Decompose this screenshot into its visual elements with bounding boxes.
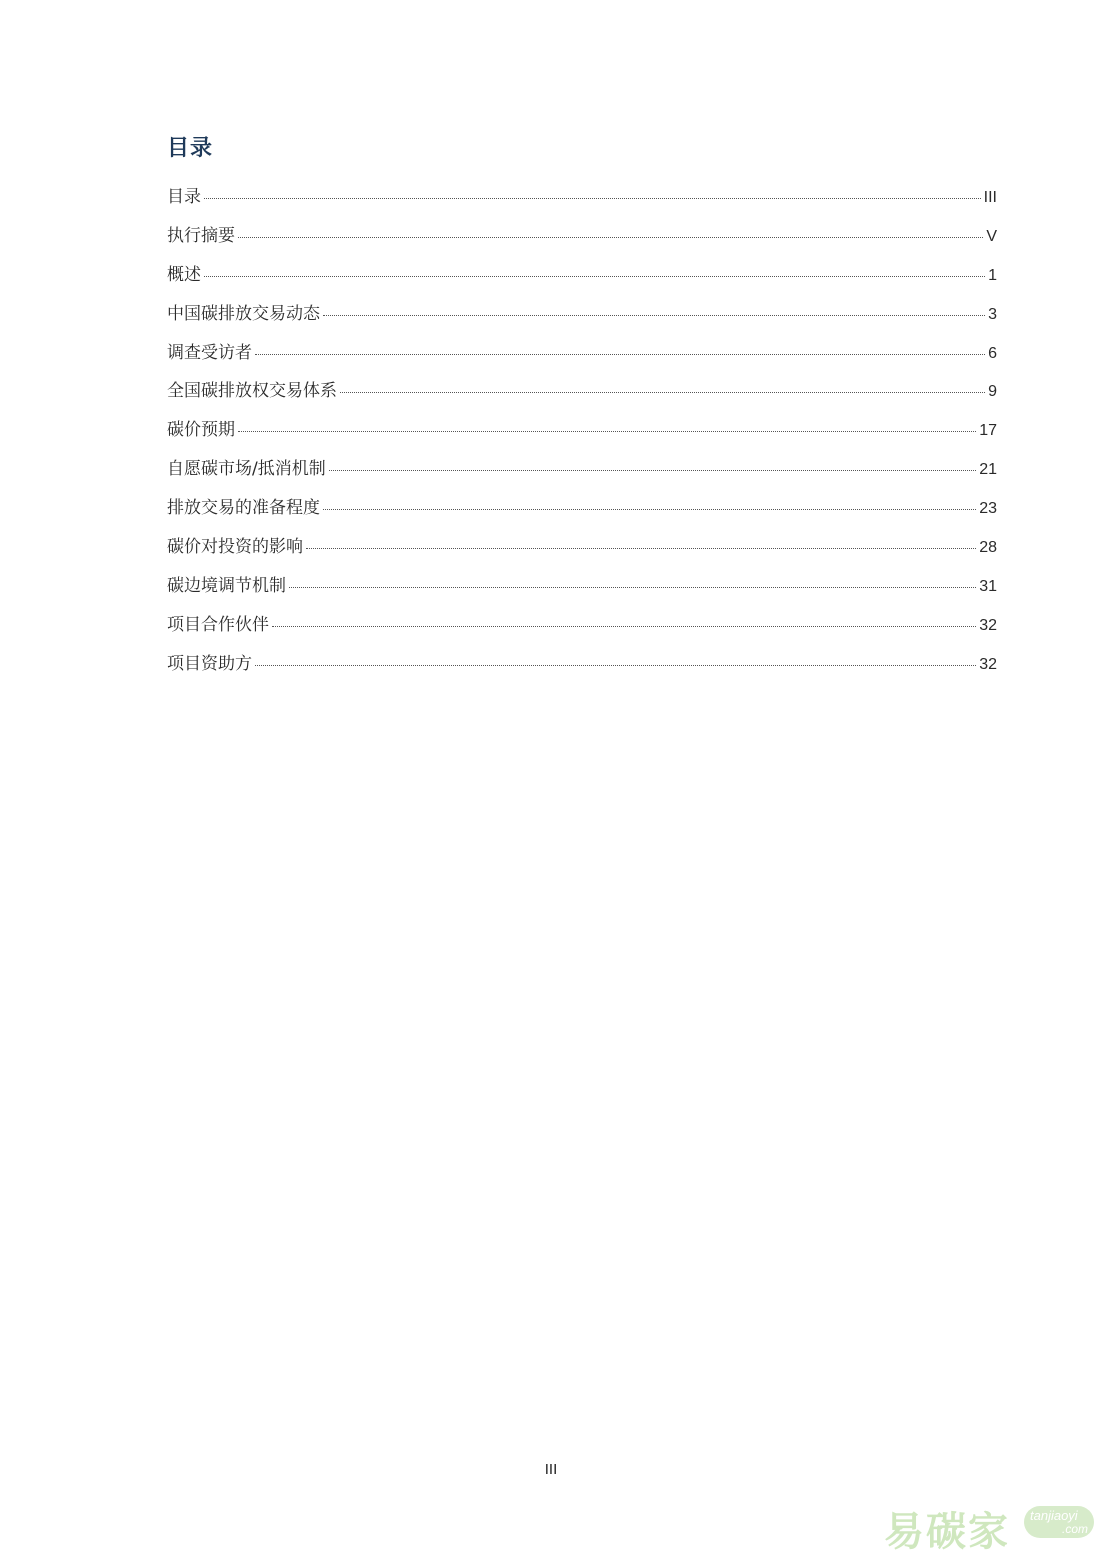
toc-dot-leader <box>255 664 976 666</box>
toc-entry[interactable] <box>167 532 997 571</box>
toc-heading: 目录 <box>167 136 214 161</box>
toc-dot-leader <box>323 508 976 510</box>
watermark-badge-domain: tanjiaoyi <box>1030 1508 1078 1523</box>
toc-entry-title: 目录 <box>167 187 201 207</box>
toc-dot-leader <box>255 353 985 355</box>
toc-entry-page: 21 <box>979 461 997 479</box>
toc-entry-title: 中国碳排放交易动态 <box>167 303 320 324</box>
toc-entry-page: III <box>983 189 997 206</box>
toc-entry-page: V <box>986 227 997 245</box>
toc-entry-title: 全国碳排放权交易体系 <box>167 381 337 402</box>
toc-entry[interactable] <box>167 221 997 260</box>
toc-entry-title: 项目资助方 <box>167 653 252 674</box>
toc-dot-leader <box>204 275 985 277</box>
toc-dot-leader <box>289 586 976 588</box>
toc-entry-page: 17 <box>979 422 997 440</box>
toc-dot-leader <box>204 197 981 199</box>
toc-entry-page: 28 <box>979 539 997 557</box>
toc-entry[interactable] <box>167 415 997 454</box>
toc-entry-page: 3 <box>988 305 997 323</box>
toc-entry[interactable] <box>167 299 997 338</box>
toc-entry-page: 23 <box>979 500 997 518</box>
toc-entry-title: 排放交易的准备程度 <box>167 498 320 519</box>
toc-entry-title: 调查受访者 <box>167 342 252 363</box>
watermark-logo <box>884 1496 1096 1555</box>
toc-entry-page: 32 <box>979 655 997 673</box>
toc-entry[interactable] <box>167 493 997 532</box>
toc-entry-page: 6 <box>988 344 997 362</box>
toc-entry[interactable] <box>167 649 997 688</box>
toc-entry-page: 1 <box>988 266 997 284</box>
toc-entry[interactable] <box>167 610 997 649</box>
toc-entry-title: 项目合作伙伴 <box>167 614 269 635</box>
toc-entry-title: 自愿碳市场/抵消机制 <box>167 459 326 480</box>
toc-entry[interactable] <box>167 454 997 493</box>
toc-entry-title: 执行摘要 <box>167 225 235 246</box>
page-number-footer: III <box>544 1461 558 1478</box>
toc-entry[interactable] <box>167 376 997 415</box>
toc-entry[interactable] <box>167 338 997 377</box>
watermark-text: 易碳家 <box>884 1509 1010 1555</box>
toc-entry[interactable] <box>167 571 997 610</box>
watermark-badge-tld: .com <box>1061 1522 1088 1536</box>
toc-dot-leader <box>329 469 976 471</box>
toc-dot-leader <box>340 391 985 393</box>
toc-dot-leader <box>272 625 976 627</box>
toc-entry[interactable] <box>167 260 997 299</box>
toc-entry[interactable] <box>167 182 997 221</box>
toc-entry-title: 碳价预期 <box>167 420 235 441</box>
toc-list <box>167 182 997 688</box>
toc-entry-title: 碳价对投资的影响 <box>167 537 303 558</box>
watermark-badge <box>1024 1506 1094 1538</box>
toc-dot-leader <box>306 547 976 549</box>
toc-entry-title: 碳边境调节机制 <box>167 575 286 596</box>
toc-entry-page: 31 <box>979 577 997 595</box>
toc-dot-leader <box>323 314 985 316</box>
toc-entry-title: 概述 <box>167 264 201 285</box>
toc-dot-leader <box>238 236 983 238</box>
toc-dot-leader <box>238 430 976 432</box>
toc-entry-page: 32 <box>979 616 997 634</box>
toc-entry-page: 9 <box>988 383 997 401</box>
